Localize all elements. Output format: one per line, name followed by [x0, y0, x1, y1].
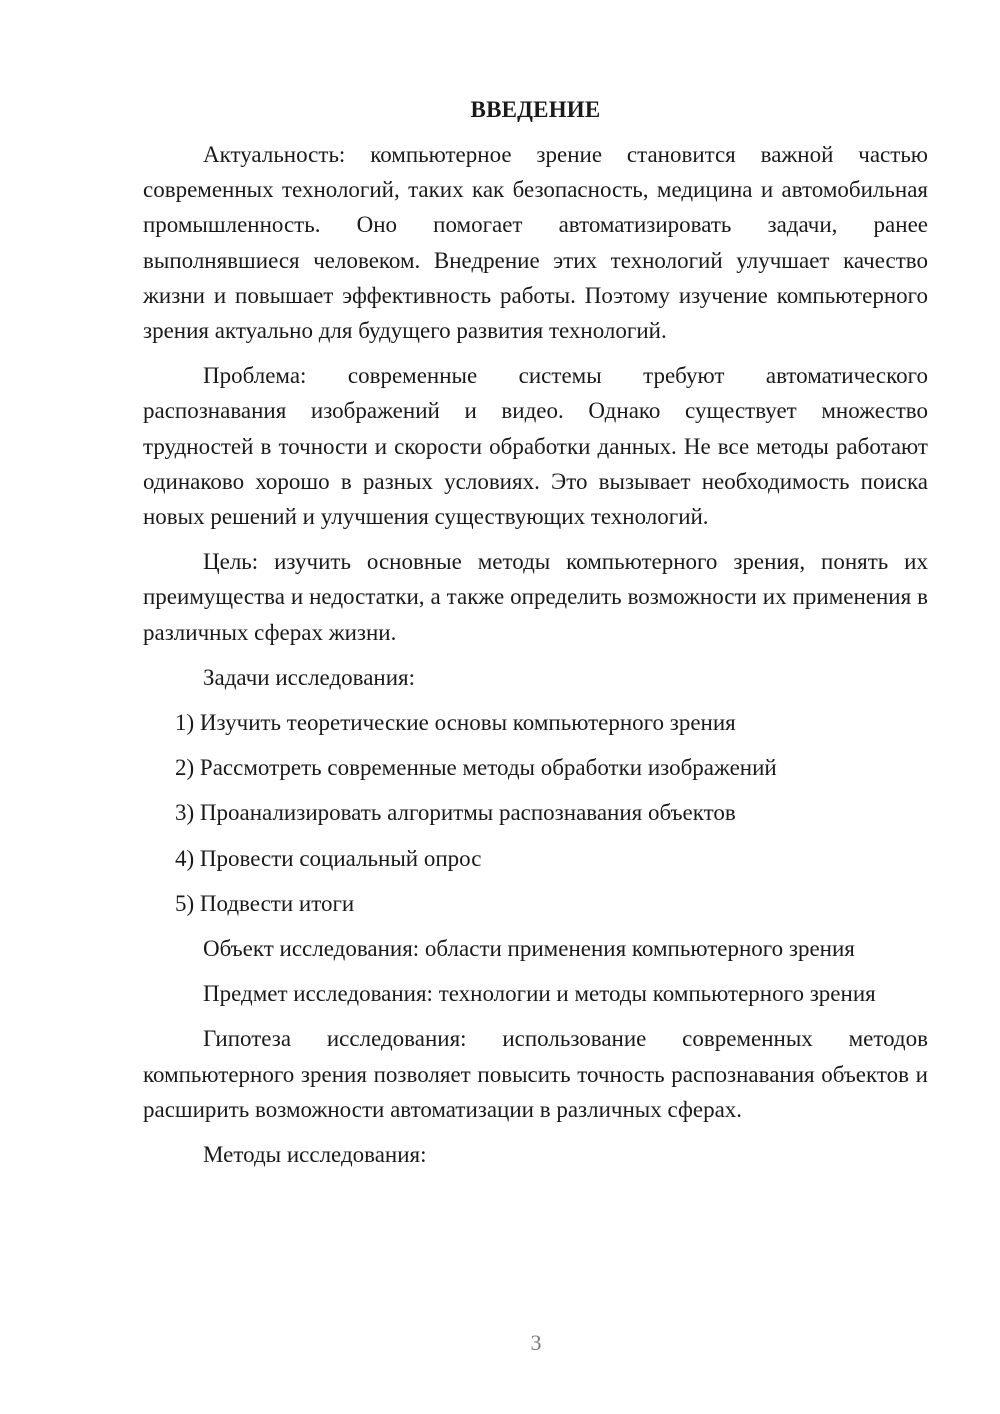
- task-item-3: 3) Проанализировать алгоритмы распознавания объектов: [175, 800, 736, 826]
- methods-title: Методы исследования:: [203, 1142, 427, 1168]
- problem-paragraph: Проблема: современные системы требуют автоматического распознавания изображений и видео. Однако существует множество трудностей в точности и скорости обработки данных. Не все методы работают одинаково хорошо в разных условиях. Это вызывает необходимость поиска новых решений и улучшения существующих технологий.: [143, 363, 928, 530]
- task-item-2: 2) Рассмотреть современные методы обработки изображений: [175, 755, 777, 781]
- goal-paragraph: Цель: изучить основные методы компьютерного зрения, понять их преимущества и недостатки, а также определить возможности их применения в различных сферах жизни.: [143, 549, 928, 645]
- tasks-title: Задачи исследования:: [203, 664, 416, 690]
- subject-paragraph: Предмет исследования: технологии и методы компьютерного зрения: [203, 981, 876, 1007]
- hypothesis-paragraph: Гипотеза исследования: использование современных методов компьютерного зрения позволяет повысить точность распознавания объектов и расширить возможности автоматизации в различных сферах.: [143, 1026, 928, 1122]
- object-line: Объект исследования: области применения компьютерного зрения: [203, 936, 855, 962]
- task-item-1: 1) Изучить теоретические основы компьютерного зрения: [175, 710, 736, 736]
- document-page: [143, 92, 928, 1182]
- relevance-paragraph: Актуальность: компьютерное зрение становится важной частью современных технологий, таких как безопасность, медицина и автомобильная промышленность. Оно помогает автоматизировать задачи, ранее выполнявшиеся человеком. Внедрение этих технологий улучшает качество жизни и повышает эффективность работы. Поэтому изучение компьютерного зрения актуально для будущего развития технологий.: [143, 142, 928, 344]
- task-item-4: 4) Провести социальный опрос: [175, 845, 482, 871]
- task-item-5: 5) Подвести итоги: [175, 890, 355, 916]
- page-number: 3: [530, 1330, 542, 1355]
- section-heading: ВВЕДЕНИЕ: [470, 97, 601, 122]
